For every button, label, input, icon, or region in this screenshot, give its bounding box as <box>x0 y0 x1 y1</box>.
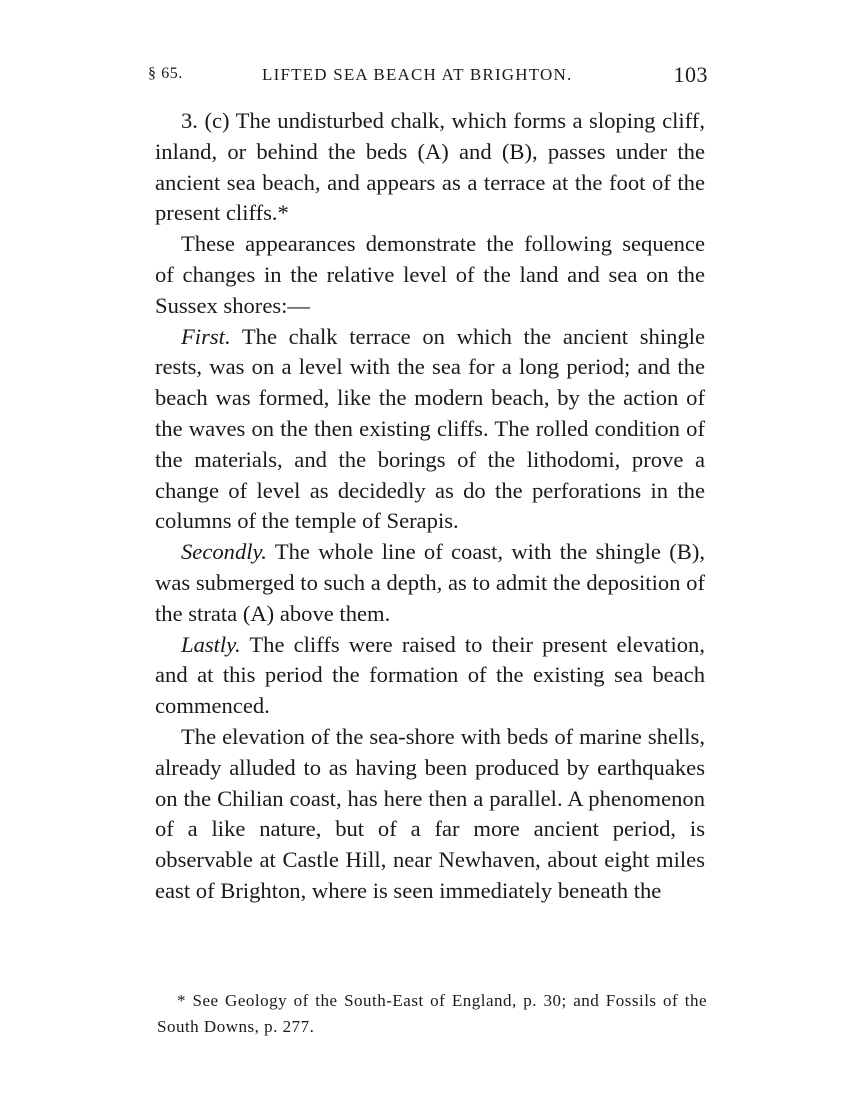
footnote-text: * See Geology of the South-East of England, p. 30; and Fossils of the South Downs, p. 277. <box>157 991 707 1036</box>
page-number: 103 <box>673 62 708 87</box>
paragraph-text: These appearances demonstrate the following sequence of changes in the relative level of the land and sea on the Sussex shores:— <box>155 231 705 318</box>
paragraph-lastly <box>155 630 705 722</box>
paragraph-text: The undisturbed chalk, which forms a sloping cliff, inland, or behind the beds (A) and (B), passes under the ancient sea beach, and appears as a terrace at the foot of the present cliffs.* <box>155 108 705 226</box>
paragraph-elevation <box>155 722 705 907</box>
running-head <box>148 62 708 90</box>
paragraph-lead: First. <box>181 323 231 349</box>
paragraph-3c <box>155 106 705 229</box>
paragraph-lead: 3. (c) <box>181 108 236 133</box>
paragraph-lead: Secondly. <box>181 539 267 565</box>
footnote <box>157 988 707 1040</box>
paragraph-text: The whole line of coast, with the shingle (B), was submerged to such a depth, as to admit the deposition of the strata (A) above them. <box>155 539 705 626</box>
paragraph-text: The chalk terrace on which the ancient shingle rests, was on a level with the sea for a long period; and the beach was formed, like the modern beach, by the action of the waves on the then existing cliffs. The rolled condition of the materials, and the borings of the lithodomi, prove a change of level as decidedly as do the perforations in the columns of the temple of Serapis. <box>155 323 705 534</box>
paragraph-text: The elevation of the sea-shore with beds of marine shells, already alluded to as having been produced by earthquakes on the Chilian coast, has here then a parallel. A phenomenon of a like nature, but of a far more ancient period, is observable at Castle Hill, near Newhaven, about eight miles east of Brighton, where is seen immediately beneath the <box>155 723 705 903</box>
paragraph-lead: Lastly. <box>181 631 241 657</box>
paragraph-first <box>155 322 705 538</box>
running-title: LIFTED SEA BEACH AT BRIGHTON. <box>262 65 573 84</box>
footnote-block <box>157 988 707 1040</box>
section-number: § 65. <box>148 65 183 82</box>
paragraph-sequence-intro <box>155 229 705 321</box>
paragraph-secondly <box>155 537 705 629</box>
paragraph-text: The cliffs were raised to their present elevation, and at this period the formation of the existing sea beach commenced. <box>155 631 705 719</box>
body-text <box>155 106 705 907</box>
